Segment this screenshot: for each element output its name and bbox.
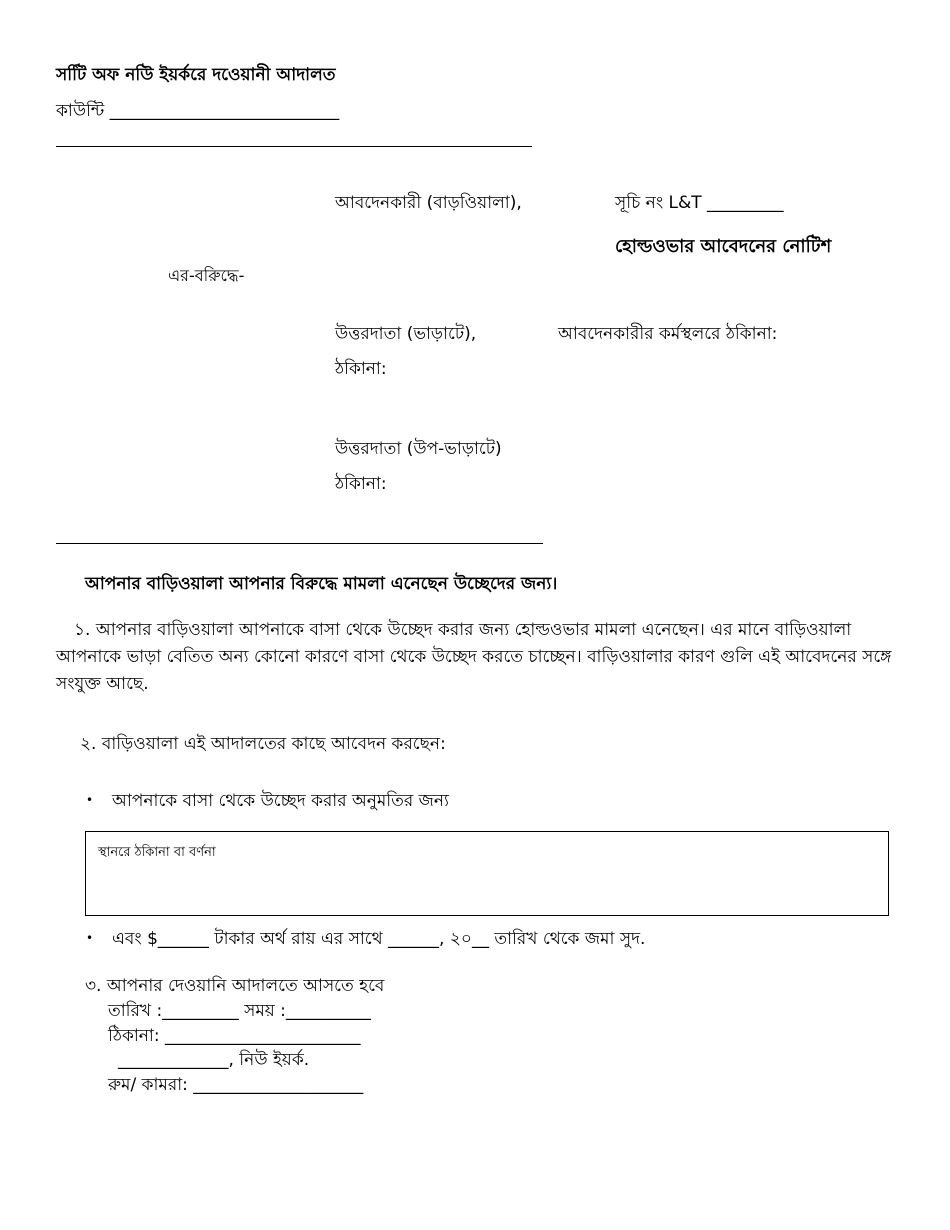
against-label: এর-বরিুদ্ধে- [168,266,245,285]
paragraph-1: ১. আপনার বাড়িওয়ালা আপনাকে বাসা থেকে উচ্ছেদ করার জন্য হোল্ডওভার মামলা এনেছেন। এর মানে বাড়িওয়ালা আপনাকে ভাড়া বেতিত অন্য কোনো কারণে বাসা থেকে উচ্ছেদ করতে চাচ্ছেন। বাড়িওয়ালার কারণ গুলি এই আবেদনের সঙ্গে সংযুক্ত আছে. [56,620,892,694]
subtenant-address-field[interactable]: ঠকিানা: [335,474,387,494]
bullet-dot: • [86,793,94,807]
petitioner-business-address[interactable]: আবদেনকারীর কর্মস্থলরে ঠকিানা: [558,324,778,344]
premises-box-label: স্থানরে ঠকিানা বা বর্ণনা [98,845,216,860]
bullet-dot: • [86,931,94,945]
bullet-eviction: আপনাকে বাসা থেকে উচ্ছেদ করার অনুমতির জন্য [112,791,449,811]
court-room-field[interactable]: রুম/ কামরা: ____________________ [108,1075,364,1095]
header-divider [56,146,532,147]
county-field[interactable]: কাউন্টি ___________________________ [56,101,340,121]
paragraph-3: ৩. আপনার দেওয়ানি আদালতে আসতে হবে [85,976,385,996]
index-number-field[interactable]: সূচি নং L&T _________ [615,193,784,213]
bullet-money-judgment[interactable]: এবং $______ টাকার অর্থ রায় এর সাথে ______, ২০__ তারিখ থেকে জমা সুদ. [112,929,646,949]
notice-heading: আপনার বাড়িওয়ালা আপনার বিরুদ্ধে মামলা এনেছেন উচ্ছেদের জন্য। [85,574,558,594]
court-city-field[interactable]: _____________, নিউ ইয়র্ক. [118,1050,310,1070]
court-date-time-field[interactable]: তারিখ :_________ সময় :__________ [108,1001,371,1021]
court-address-field[interactable]: ঠিকানা: _______________________ [108,1026,361,1046]
caption-divider [56,543,543,544]
paragraph-2: ২. বাড়িওয়ালা এই আদালতের কাছে আবেদন করছেন: [80,734,446,754]
tenant-address-field[interactable]: ঠকিানা: [335,359,387,379]
respondent-tenant: উত্তরদাতা (ভাড়াটে), [335,324,477,344]
court-title: সটিি অফ নউি ইয়র্করে দওেয়ানী আদালত [56,65,336,85]
notice-title: হোল্ডওভার আবেদনের নোটিশ [615,236,832,257]
premises-description-box[interactable] [85,831,889,916]
respondent-subtenant: উত্তরদাতা (উপ-ভাড়াটে) [335,439,502,459]
petitioner-landlord: আবদেনকারী (বাড়ওিয়ালা), [335,193,522,213]
